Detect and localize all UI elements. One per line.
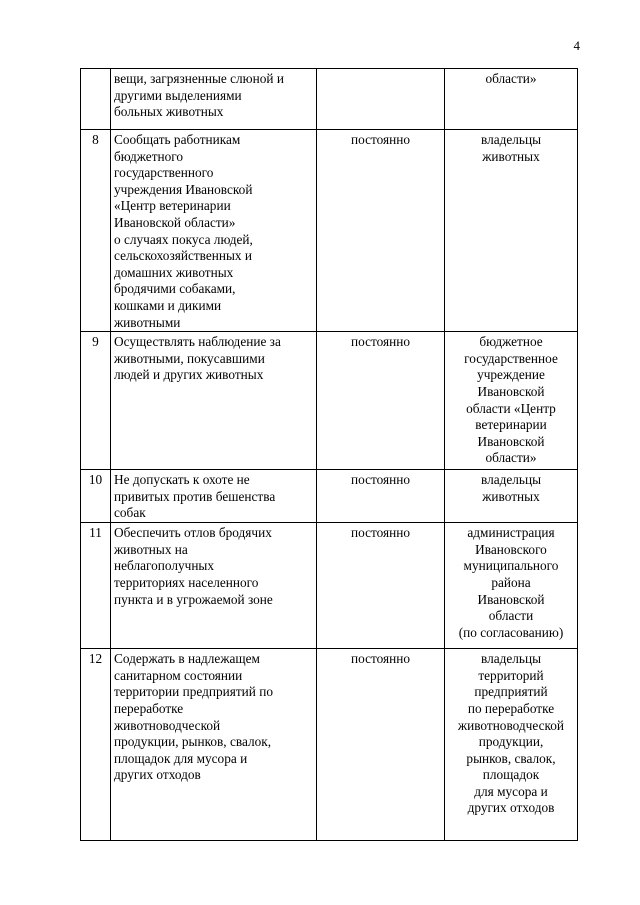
event-description: Сообщать работникам бюджетного государственного учреждения Ивановской «Центр ветеринарии Ивановской области» о случаях покуса людей, сельскохозяйственных и домашних животных бродячими собаками, кошками и дикими животными bbox=[111, 130, 317, 332]
event-term: постоянно bbox=[317, 130, 445, 332]
event-term: постоянно bbox=[317, 649, 445, 841]
responsible-party: области» bbox=[445, 69, 578, 130]
row-number: 10 bbox=[81, 470, 111, 523]
event-description: Содержать в надлежащем санитарном состоянии территории предприятий по переработке животноводческой продукции, рынков, свалок, площадок для мусора и других отходов bbox=[111, 649, 317, 841]
table-row bbox=[81, 470, 578, 523]
row-number: 11 bbox=[81, 523, 111, 649]
responsible-party: владельцы животных bbox=[445, 130, 578, 332]
table-row bbox=[81, 523, 578, 649]
table-row bbox=[81, 130, 578, 332]
responsible-party: владельцы территорий предприятий по переработке животноводческой продукции, рынков, свалок, площадок для мусора и других отходов bbox=[445, 649, 578, 841]
responsible-party: владельцы животных bbox=[445, 470, 578, 523]
event-term: постоянно bbox=[317, 332, 445, 470]
event-term bbox=[317, 69, 445, 130]
table-row bbox=[81, 649, 578, 841]
page-number: 4 bbox=[573, 38, 580, 53]
event-description: Не допускать к охоте не привитых против бешенства собак bbox=[111, 470, 317, 523]
event-description: вещи, загрязненные слюной и другими выделениями больных животных bbox=[111, 69, 317, 130]
event-term: постоянно bbox=[317, 470, 445, 523]
event-description: Обеспечить отлов бродячих животных на неблагополучных территориях населенного пункта и в угрожаемой зоне bbox=[111, 523, 317, 649]
row-number bbox=[81, 69, 111, 130]
row-number: 9 bbox=[81, 332, 111, 470]
row-number: 8 bbox=[81, 130, 111, 332]
responsible-party: администрация Ивановского муниципального района Ивановской области (по согласованию) bbox=[445, 523, 578, 649]
row-number: 12 bbox=[81, 649, 111, 841]
measures-table bbox=[80, 68, 578, 841]
table-row bbox=[81, 69, 578, 130]
responsible-party: бюджетное государственное учреждение Ивановской области «Центр ветеринарии Ивановской области» bbox=[445, 332, 578, 470]
event-description: Осуществлять наблюдение за животными, покусавшими людей и других животных bbox=[111, 332, 317, 470]
event-term: постоянно bbox=[317, 523, 445, 649]
table-row bbox=[81, 332, 578, 470]
